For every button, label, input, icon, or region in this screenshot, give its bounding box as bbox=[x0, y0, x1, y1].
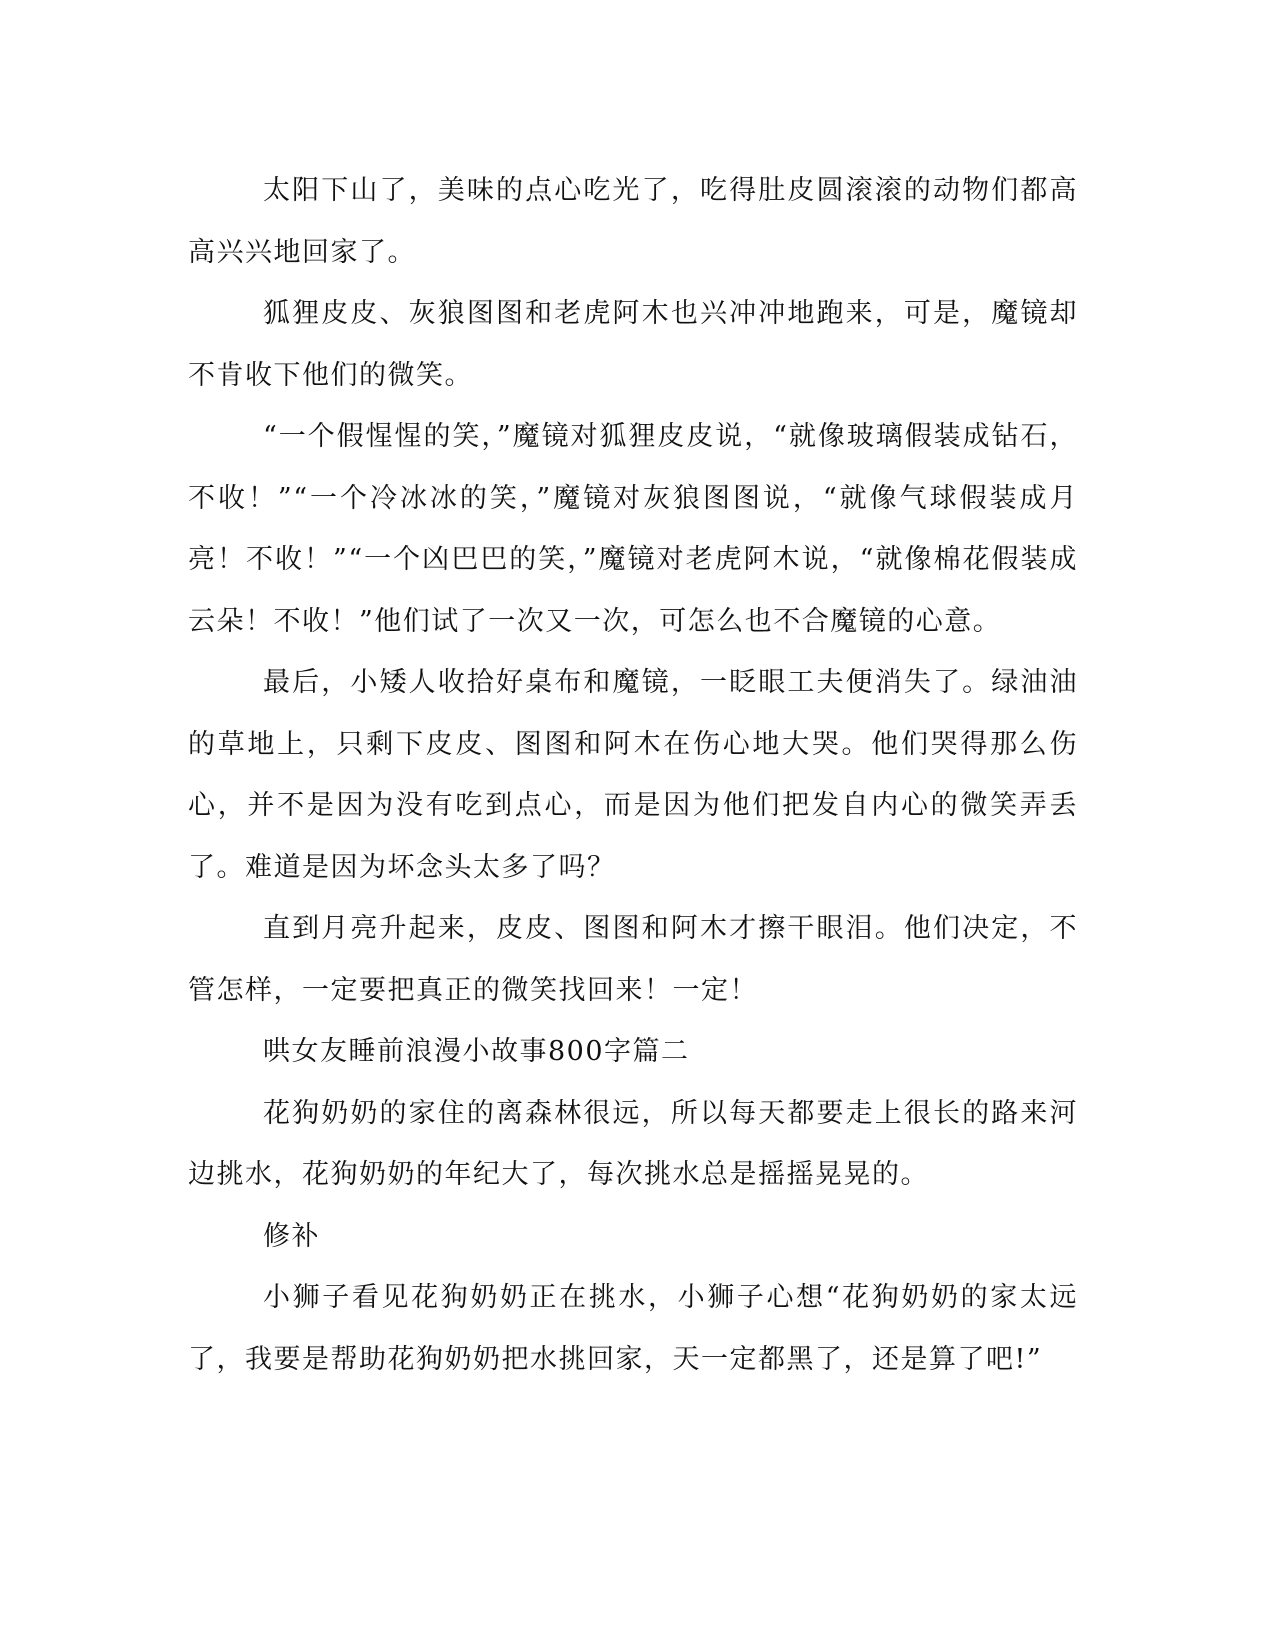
paragraph-little-lion: 小狮子看见花狗奶奶正在挑水，小狮子心想“花狗奶奶的家太远了，我要是帮助花狗奶奶把水挑回家，天一定都黑了，还是算了吧!” bbox=[188, 1282, 1078, 1375]
paragraph-fox-wolf-tiger: 狐狸皮皮、灰狼图图和老虎阿木也兴冲冲地跑来，可是，魔镜却不肯收下他们的微笑。 bbox=[188, 298, 1078, 391]
section-title: 哄女友睡前浪漫小故事800字篇二 bbox=[263, 1036, 690, 1067]
paragraph-sunset: 太阳下山了，美味的点心吃光了，吃得肚皮圆滚滚的动物们都高高兴兴地回家了。 bbox=[188, 175, 1078, 268]
paragraph-moonrise: 直到月亮升起来，皮皮、图图和阿木才擦干眼泪。他们决定，不管怎样，一定要把真正的微笑找回来！一定！ bbox=[188, 913, 1078, 1006]
subheading-repair: 修补 bbox=[263, 1220, 320, 1252]
paragraph-dwarf-leaves: 最后，小矮人收拾好桌布和魔镜，一眨眼工夫便消失了。绿油油的草地上，只剩下皮皮、图图和阿木在伤心地大哭。他们哭得那么伤心，并不是因为没有吃到点心，而是因为他们把发自内心的微笑弄丢了。难道是因为坏念头太多了吗？ bbox=[188, 667, 1078, 883]
paragraph-spotted-dog-grandma: 花狗奶奶的家住的离森林很远，所以每天都要走上很长的路来河边挑水，花狗奶奶的年纪大了，每次挑水总是摇摇晃晃的。 bbox=[188, 1097, 1078, 1190]
document-body bbox=[188, 160, 1078, 1390]
paragraph-magic-mirror: “一个假惺惺的笑，”魔镜对狐狸皮皮说，“就像玻璃假装成钻石，不收！”“一个冷冰冰的笑，”魔镜对灰狼图图说，“就像气球假装成月亮！不收！”“一个凶巴巴的笑，”魔镜对老虎阿木说，“就像棉花假装成云朵！不收！”他们试了一次又一次，可怎么也不合魔镜的心意。 bbox=[188, 421, 1078, 637]
